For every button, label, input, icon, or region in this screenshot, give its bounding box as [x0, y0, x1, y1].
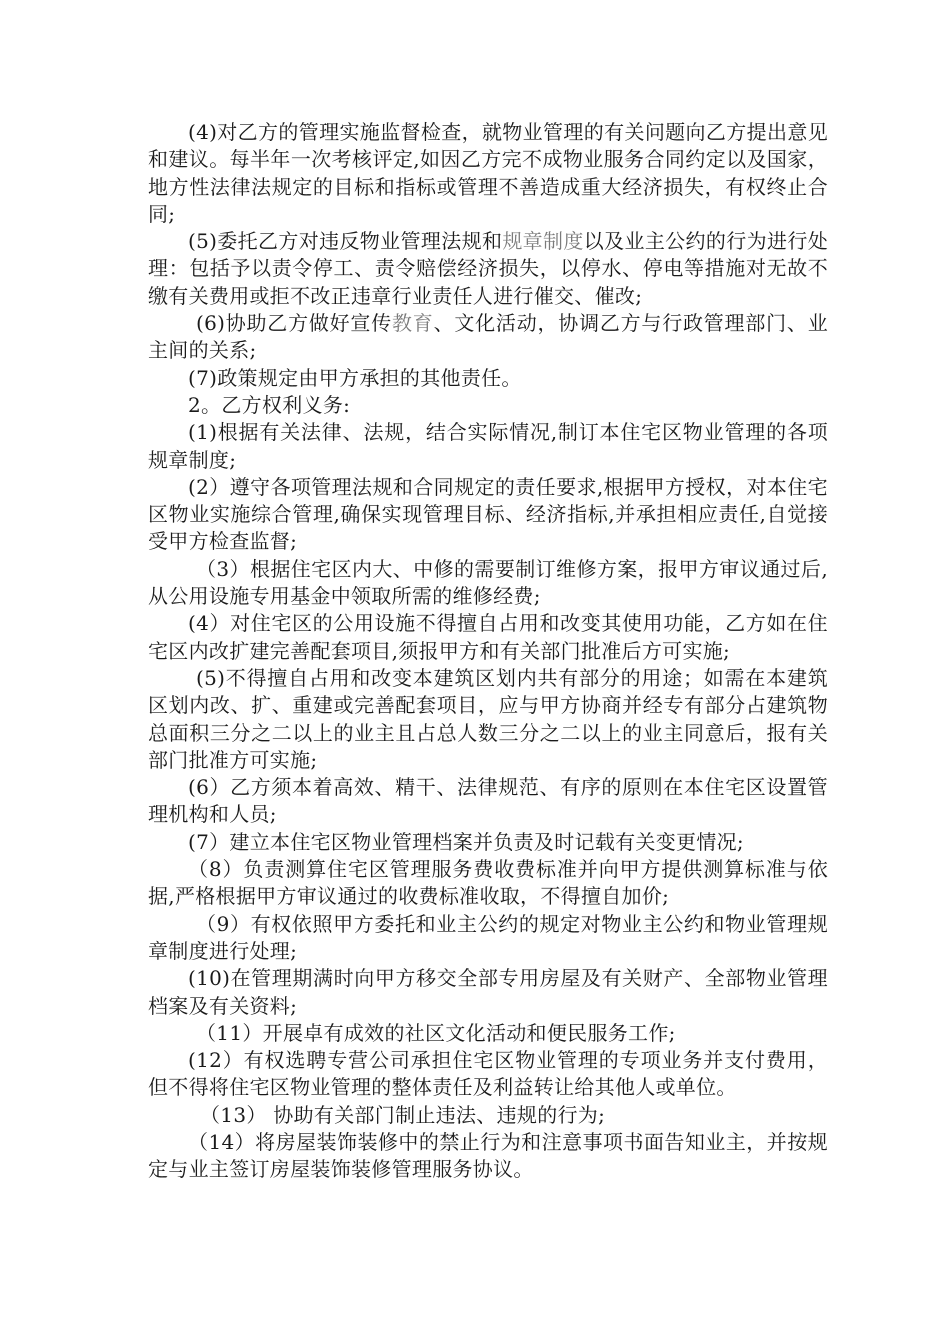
paragraph-jia-5-text-a: (5)委托乙方对违反物业管理法规和 [188, 229, 503, 254]
paragraph-yi-7: (7）建立本住宅区物业管理档案并负责及时记载有关变更情况; [188, 829, 744, 854]
paragraph-yi-12: (12）有权选聘专营公司承担住宅区物业管理的专项业务并支付费用，但不得将住宅区物业管理的整体责任及利益转让给其他人或单位。 [148, 1048, 828, 1100]
paragraph-jia-4: (4)对乙方的管理实施监督检查，就物业管理的有关问题向乙方提出意见和建议。每半年一次考核评定,如因乙方完不成物业服务合同约定以及国家，地方性法律法规定的目标和指标或管理不善造成重大经济损失，有权终止合同; [148, 120, 828, 226]
paragraph-jia-5-faded-text: 规章制度 [502, 229, 584, 254]
paragraph-yi-1: (1)根据有关法律、法规，结合实际情况,制订本住宅区物业管理的各项规章制度; [148, 420, 828, 472]
paragraph-yi-5: (5)不得擅自占用和改变本建筑区划内共有部分的用途；如需在本建筑区划内改、扩、重建或完善配套项目，应与甲方协商并经专有部分占建筑物总面积三分之二以上的业主且占总人数三分之二以上的业主同意后，报有关部门批准方可实施; [148, 665, 828, 772]
paragraph-yi-4: (4）对住宅区的公用设施不得擅自占用和改变其使用功能，乙方如在住宅区内改扩建完善配套项目,须报甲方和有关部门批准后方可实施; [148, 611, 828, 663]
paragraph-jia-6-text-a: (6)协助乙方做好宣传 [196, 311, 392, 336]
paragraph-yi-14: （14）将房屋装饰装修中的禁止行为和注意事项书面告知业主，并按规定与业主签订房屋装饰装修管理服务协议。 [148, 1129, 828, 1182]
paragraph-jia-5-text-b: 以及业主公约的行为进行处理：包括予以责令停工、责令赔偿经济损失，以停水、停电等措施对无故不缴有关费用或拒不改正违章行业责任人进行催交、催改; [148, 229, 828, 308]
paragraph-yi-3: （3）根据住宅区内大、中修的需要制订维修方案，报甲方审议通过后,从公用设施专用基金中领取所需的维修经费; [148, 556, 828, 609]
document-body [148, 119, 828, 1184]
paragraph-yi-9: （9）有权依照甲方委托和业主公约的规定对物业主公约和物业管理规章制度进行处理; [148, 911, 828, 963]
paragraph-yi-11: （11）开展卓有成效的社区文化活动和便民服务工作; [196, 1020, 676, 1045]
paragraph-yi-6: (6）乙方须本着高效、精干、法律规范、有序的原则在本住宅区设置管理机构和人员; [148, 775, 828, 827]
paragraph-jia-6-text-b: 、文化活动，协调乙方与行政管理部门、业主间的关系; [148, 311, 828, 363]
section-heading-yi-rights: 2。乙方权利义务: [188, 392, 351, 417]
paragraph-yi-8: （8）负责测算住宅区管理服务费收费标准并向甲方提供测算标准与依据,严格根据甲方审议通过的收费标准收取，不得擅自加价; [148, 857, 828, 909]
paragraph-jia-6-faded-text: 教育 [392, 311, 434, 336]
paragraph-jia-7: (7)政策规定由甲方承担的其他责任。 [188, 365, 522, 390]
paragraph-yi-2: (2）遵守各项管理法规和合同规定的责任要求,根据甲方授权，对本住宅区物业实施综合管理,确保实现管理目标、经济指标,并承担相应责任,自觉接受甲方检查监督; [148, 474, 828, 554]
paragraph-jia-5 [148, 228, 828, 310]
paragraph-yi-13: （13） 协助有关部门制止违法、违规的行为; [200, 1102, 606, 1127]
paragraph-yi-10: (10)在管理期满时向甲方移交全部专用房屋及有关财产、全部物业管理档案及有关资料; [148, 966, 828, 1018]
paragraph-jia-6 [148, 310, 828, 365]
